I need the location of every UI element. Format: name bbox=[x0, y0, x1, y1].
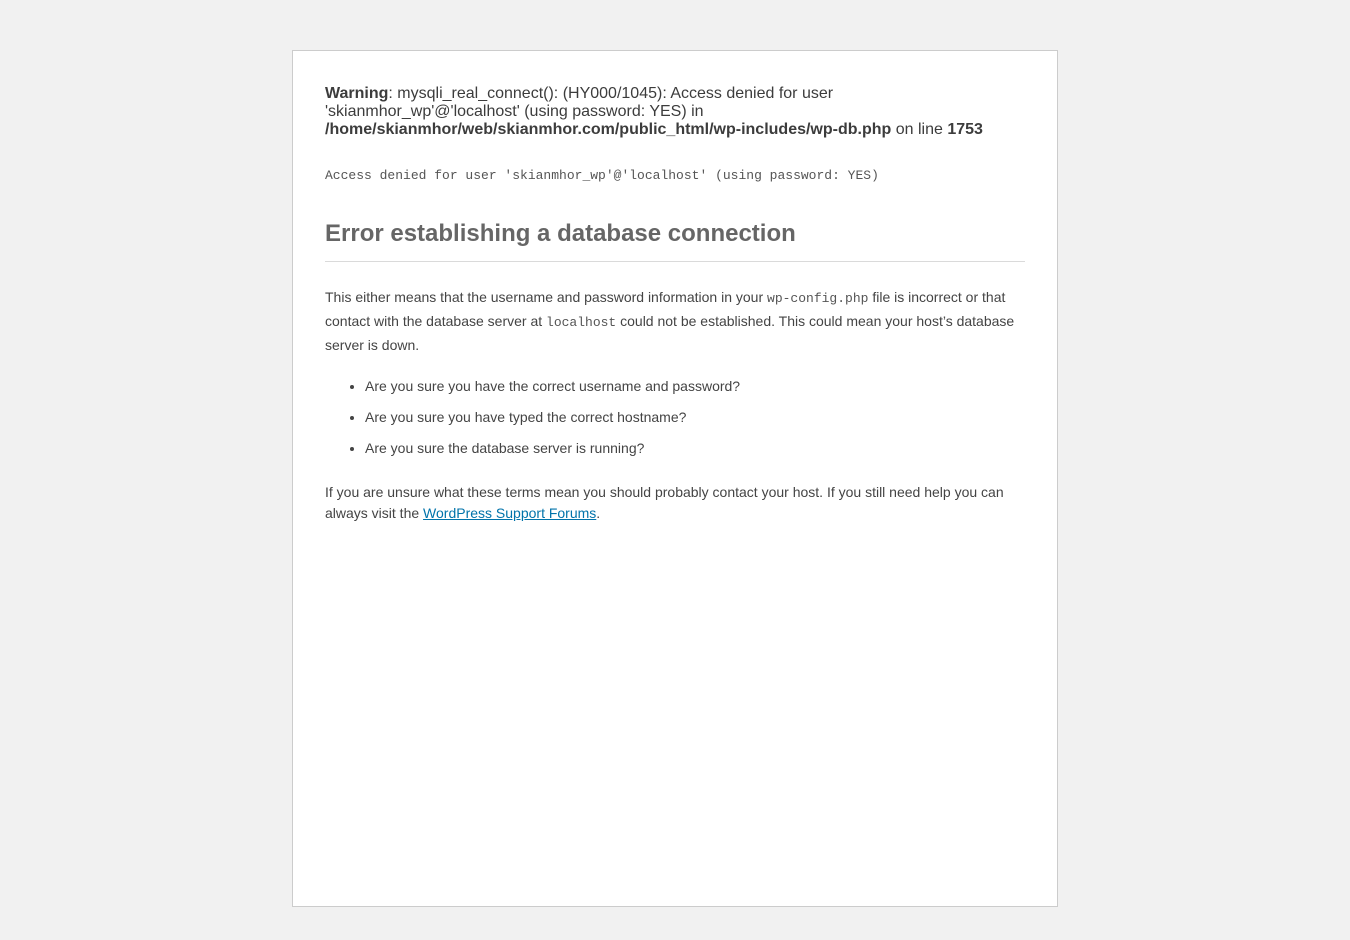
database-host: localhost bbox=[546, 315, 617, 330]
warning-file-path: /home/skianmhor/web/skianmhor.com/public_html/wp-includes/wp-db.php bbox=[325, 121, 892, 138]
warning-on-line: on line bbox=[891, 121, 948, 138]
list-item: • Are you sure you have typed the correct hostname? bbox=[365, 407, 1025, 427]
help-text-2: . bbox=[596, 505, 601, 521]
warning-message: : mysqli_real_connect(): (HY000/1045): Access denied for user 'skianmhor_wp'@'localhost' (using password: YES) in bbox=[325, 85, 834, 120]
explanation-text-2: file is incorrect or that contact with the database server at bbox=[325, 289, 1006, 329]
error-explanation bbox=[325, 286, 1025, 356]
warning-label: Warning bbox=[325, 85, 389, 102]
list-item: • Are you sure you have the correct username and password? bbox=[365, 376, 1025, 396]
help-text bbox=[325, 482, 1025, 524]
list-item: • Are you sure the database server is running? bbox=[365, 438, 1025, 458]
php-warning bbox=[325, 85, 1025, 139]
error-page-container bbox=[292, 50, 1058, 907]
sql-error-message: Access denied for user 'skianmhor_wp'@'localhost' (using password: YES) bbox=[325, 168, 879, 183]
support-forums-link[interactable]: WordPress Support Forums bbox=[423, 505, 597, 521]
page-title: Error establishing a database connection bbox=[325, 219, 1025, 262]
warning-line-number: 1753 bbox=[947, 121, 983, 138]
help-text-1: If you are unsure what these terms mean you should probably contact your host. If you still need help you can always visit the bbox=[325, 484, 1004, 521]
explanation-text-3: could not be established. This could mean your host’s database server is down. bbox=[325, 313, 1015, 353]
explanation-text-1: This either means that the username and password information in your bbox=[325, 289, 768, 305]
config-file-name: wp-config.php bbox=[767, 291, 869, 306]
troubleshooting-list bbox=[325, 376, 1025, 458]
